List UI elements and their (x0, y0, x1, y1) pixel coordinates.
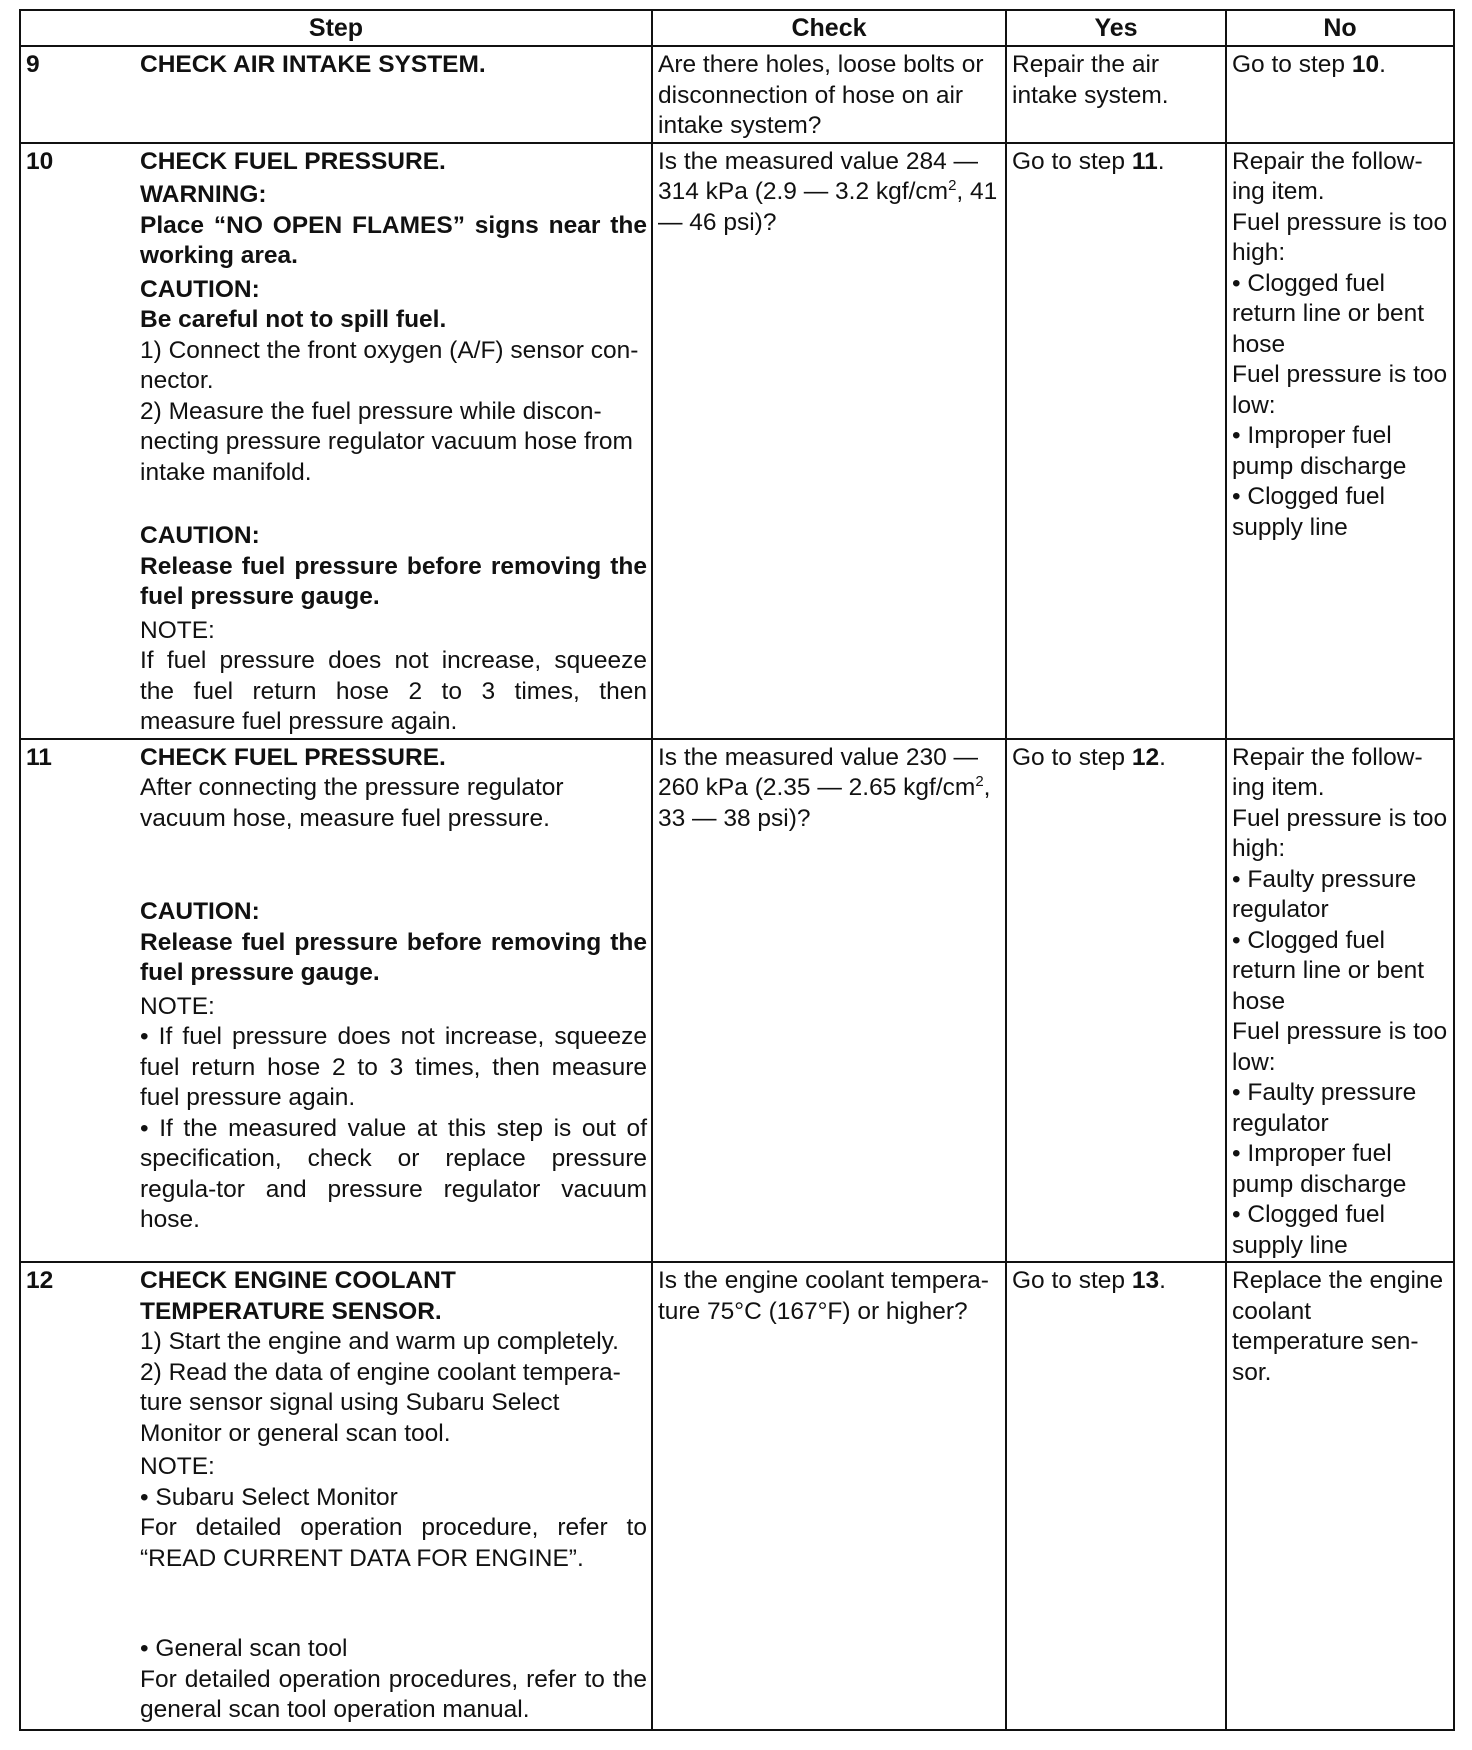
superscript: 2 (975, 772, 984, 790)
no-item: Fuel pressure is too high: (1232, 804, 1448, 862)
no-item: Repair the follow-ing item. (1232, 743, 1423, 801)
procedure-step: 2) Read the data of engine coolant tempera-ture sensor signal using Subaru Select Monitor or general scan tool. (140, 1358, 621, 1447)
table-row (20, 739, 1454, 1263)
no-item: • Faulty pressure regulator (1232, 865, 1417, 923)
note-bullet: • General scan tool (140, 1635, 348, 1662)
step-number: 10 (26, 147, 54, 175)
no-item: • Clogged fuel supply line (1232, 483, 1385, 541)
step-title: CHECK ENGINE COOLANT TEMPERATURE SENSOR. (140, 1267, 456, 1325)
yes-suffix: . (1159, 743, 1166, 771)
caution-text: Be careful not to spill fuel. (140, 306, 447, 333)
check-text: Is the measured value 230 — 260 kPa (2.35 — 2.65 kgf/cm (658, 743, 979, 801)
procedure-step: 2) Measure the fuel pressure while discon-necting pressure regulator vacuum hose from intake manifold. (140, 397, 633, 486)
caution-label: CAUTION: (140, 898, 260, 925)
step-number: 12 (26, 1267, 54, 1294)
note-text: • If the measured value at this step is out of specification, check or replace pressure regula-tor and pressure regulator vacuum hose. (140, 1114, 647, 1233)
step-link[interactable]: 11 (1131, 147, 1158, 175)
no-item: • Faulty pressure regulator (1232, 1079, 1417, 1137)
step-number: 11 (26, 743, 52, 771)
step-cell (20, 46, 652, 143)
note-text: For detailed operation procedures, refer to the general scan tool operation manual. (140, 1665, 647, 1723)
procedure-step: 1) Connect the front oxygen (A/F) sensor con-nector. (140, 336, 639, 394)
no-item: Fuel pressure is too high: (1232, 208, 1448, 266)
header-no: No (1226, 10, 1454, 46)
note-label: NOTE: (140, 992, 215, 1020)
step-title: CHECK FUEL PRESSURE. (140, 743, 446, 771)
caution-label: CAUTION: (140, 275, 260, 303)
no-cell (1226, 143, 1454, 739)
caution-text: Release fuel pressure before removing the fuel pressure gauge. (140, 928, 647, 986)
note-text: For detailed operation procedure, refer to “READ CURRENT DATA FOR ENGINE”. (140, 1514, 647, 1572)
yes-cell: Repair the air intake system. (1006, 46, 1226, 143)
table-row (20, 46, 1454, 143)
note-label: NOTE: (140, 616, 215, 644)
yes-text: Go to step (1012, 743, 1132, 771)
no-item: • Clogged fuel return line or bent hose (1232, 269, 1425, 358)
warning-text: Place “NO OPEN FLAMES” signs near the working area. (140, 211, 647, 269)
procedure-step: 1) Start the engine and warm up completely. (140, 1328, 619, 1355)
diagnostic-table (19, 9, 1455, 1731)
step-link[interactable]: 12 (1131, 743, 1160, 771)
check-cell (652, 143, 1006, 739)
yes-cell (1006, 739, 1226, 1263)
check-text: , 41 — 46 psi)? (658, 178, 998, 236)
step-cell (20, 1262, 652, 1730)
yes-cell (1006, 1262, 1226, 1730)
step-link[interactable]: 10 (1351, 51, 1380, 78)
step-link[interactable]: 13 (1131, 1267, 1160, 1294)
step-title: CHECK AIR INTAKE SYSTEM. (140, 51, 486, 78)
warning-label: WARNING: (140, 181, 267, 208)
no-text: Go to step (1232, 51, 1352, 78)
caution-label: CAUTION: (140, 522, 260, 549)
header-check: Check (652, 10, 1006, 46)
step-number: 9 (26, 51, 40, 78)
no-cell (1226, 46, 1454, 143)
no-cell: Replace the engine coolant temperature sen-sor. (1226, 1262, 1454, 1730)
no-item: • Improper fuel pump discharge (1232, 1140, 1407, 1198)
step-cell (20, 739, 652, 1263)
header-row (20, 10, 1454, 46)
check-text: , 33 — 38 psi)? (658, 774, 991, 832)
yes-text: Go to step (1012, 1267, 1132, 1294)
no-cell (1226, 739, 1454, 1263)
step-title: CHECK FUEL PRESSURE. (140, 147, 446, 175)
no-item: Fuel pressure is too low: (1232, 1018, 1448, 1076)
table-row (20, 143, 1454, 739)
no-item: • Improper fuel pump discharge (1232, 422, 1407, 480)
check-cell (652, 739, 1006, 1263)
yes-suffix: . (1159, 1267, 1166, 1294)
table-row (20, 1262, 1454, 1730)
check-cell: Are there holes, loose bolts or disconnection of hose on air intake system? (652, 46, 1006, 143)
check-cell: Is the engine coolant tempera-ture 75°C (167°F) or higher? (652, 1262, 1006, 1730)
superscript: 2 (948, 176, 957, 194)
yes-suffix: . (1157, 147, 1165, 175)
no-suffix: . (1379, 51, 1386, 78)
step-cell (20, 143, 652, 739)
caution-text: Release fuel pressure before removing the fuel pressure gauge. (140, 552, 647, 610)
note-text: • If fuel pressure does not increase, squeeze fuel return hose 2 to 3 times, then measure fuel pressure again. (140, 1023, 647, 1111)
no-item: Fuel pressure is too low: (1232, 361, 1448, 419)
note-bullet: • Subaru Select Monitor (140, 1483, 398, 1511)
header-step: Step (20, 10, 652, 46)
yes-cell (1006, 143, 1226, 739)
header-yes: Yes (1006, 10, 1226, 46)
note-text: If fuel pressure does not increase, squeeze the fuel return hose 2 to 3 times, then measure fuel pressure again. (140, 647, 647, 735)
check-text: Is the measured value 284 — 314 kPa (2.9 — 3.2 kgf/cm (658, 147, 979, 205)
step-text: After connecting the pressure regulator vacuum hose, measure fuel pressure. (140, 774, 564, 832)
no-item: • Clogged fuel return line or bent hose (1232, 926, 1425, 1015)
no-item: • Clogged fuel supply line (1232, 1201, 1385, 1259)
yes-text: Go to step (1012, 147, 1132, 175)
no-item: Repair the follow-ing item. (1232, 147, 1423, 205)
note-label: NOTE: (140, 1453, 215, 1480)
